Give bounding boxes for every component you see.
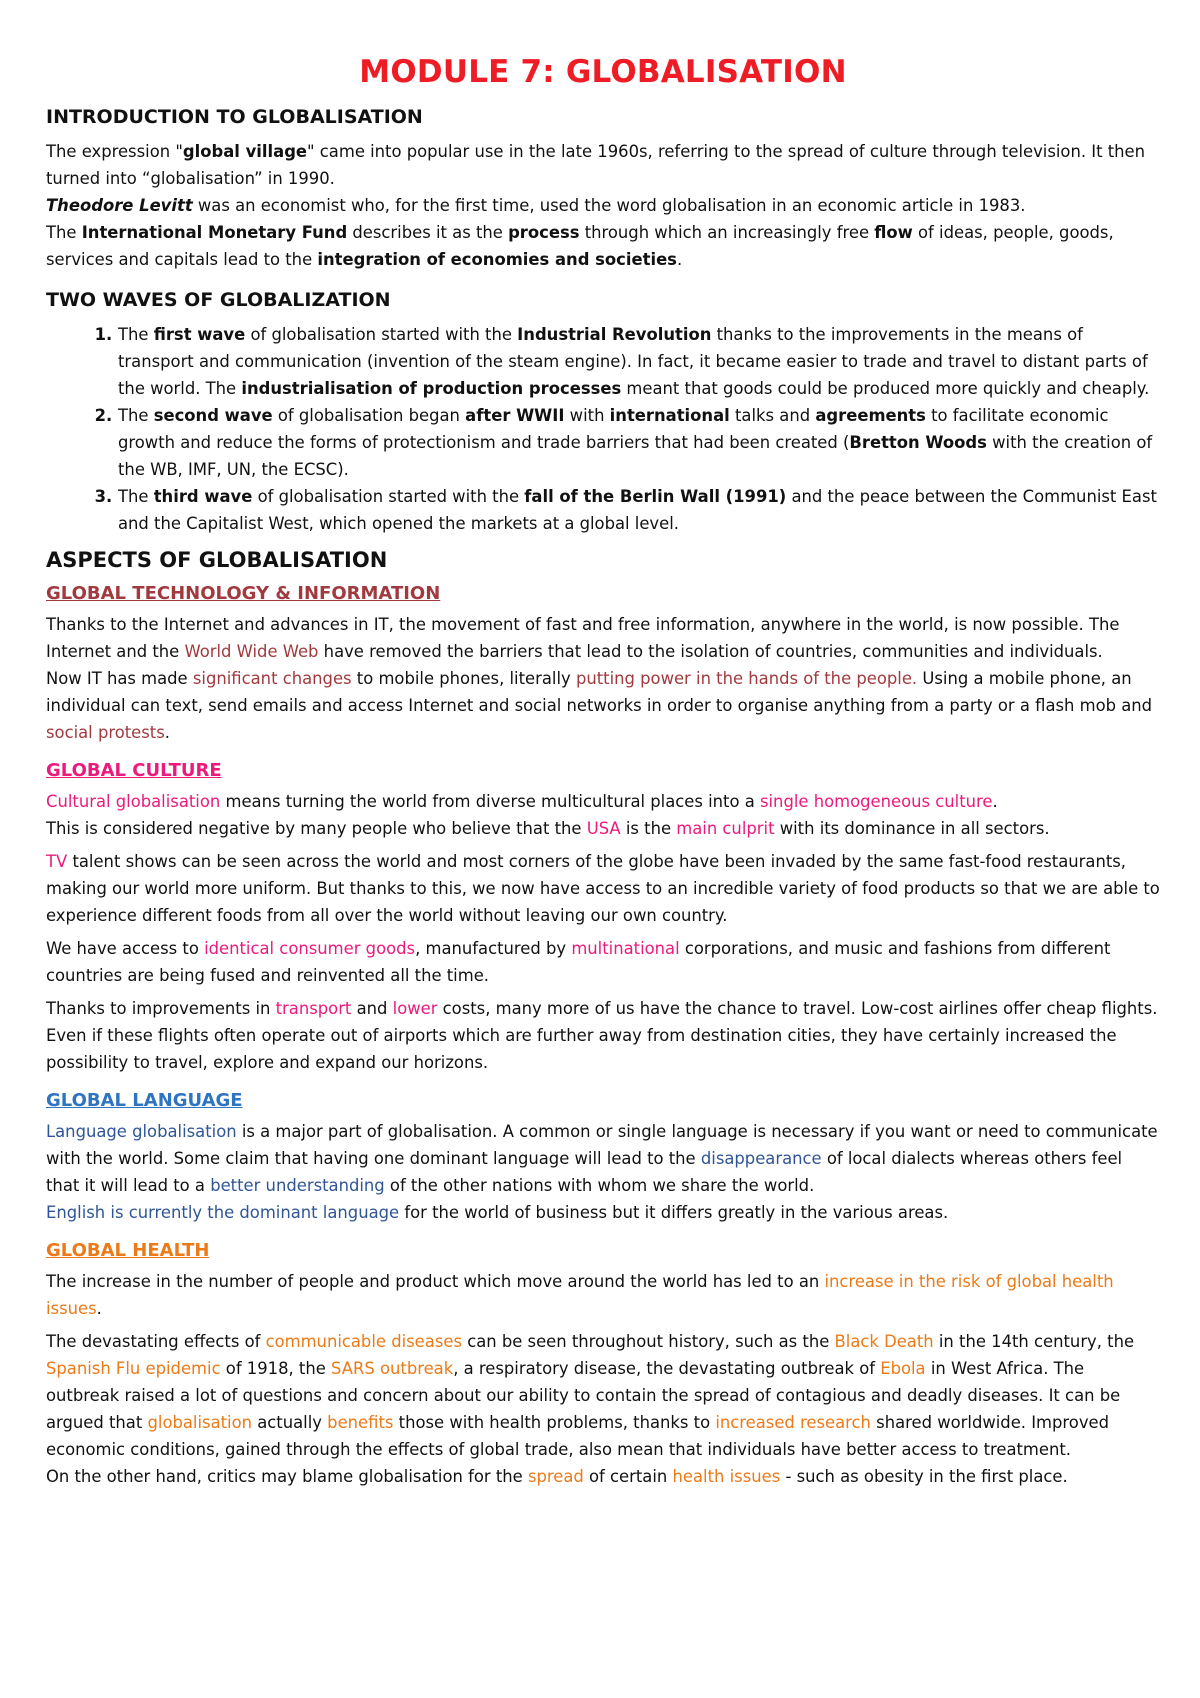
text-run: shared worldwide. Improved economic conditions, gained through the effects of global trade, also mean that individuals have better access to treatment.	[46, 1413, 1110, 1459]
intro-heading: INTRODUCTION TO GLOBALISATION	[46, 106, 423, 128]
text-run: can be seen throughout history, such as the	[461, 1332, 835, 1351]
tech-paragraph-1	[46, 611, 1160, 665]
text-run: Using a mobile phone, an individual can text, send emails and access Internet and social networks in order to organise anything from a party or a flash mob and	[46, 669, 1153, 715]
highlight-text: World Wide Web	[184, 642, 319, 661]
health-heading: GLOBAL HEALTH	[46, 1240, 210, 1261]
text-run: of local dialects whereas others feel that it will lead to a	[46, 1149, 1123, 1195]
text-run: " came into popular use in the late 1960s, referring to the spread of culture through television. It then turned into “globalisation” in 1990.	[46, 142, 1146, 188]
highlight-text: SARS outbreak	[331, 1359, 454, 1378]
aspects-heading: ASPECTS OF GLOBALISATION	[46, 548, 388, 572]
waves-list	[46, 321, 1160, 537]
language-heading: GLOBAL LANGUAGE	[46, 1090, 243, 1111]
text-run: is a major part of globalisation. A common or single language is necessary if you want or need to communicate with the world. Some claim that having one dominant language will lead to the	[46, 1122, 1158, 1168]
text-run: thanks to the improvements in the means of transport and communication (invention of the steam engine). In fact, it became easier to trade and travel to distant parts of the world. The	[118, 325, 1148, 398]
bold-text: first wave	[153, 325, 246, 344]
text-run: of globalisation began	[272, 406, 466, 425]
text-run: corporations, and music and fashions from different countries are being fused and reinvented all the time.	[46, 939, 1111, 985]
text-run: through which an increasingly free	[579, 223, 875, 242]
highlight-text: benefits	[327, 1413, 394, 1432]
text-run: On the other hand, critics may blame globalisation for the	[46, 1467, 528, 1486]
bold-text: agreements	[815, 406, 926, 425]
text-run: Thanks to the Internet and advances in IT, the movement of fast and free information, anywhere in the world, is now possible. The Internet and the	[46, 615, 1120, 661]
bold-text: global village	[182, 142, 308, 161]
bold-text: fall of the Berlin Wall (1991)	[524, 487, 787, 506]
text-run: The	[118, 406, 154, 425]
highlight-text: Ebola	[880, 1359, 926, 1378]
text-run: .	[164, 723, 170, 742]
highlight-text: identical consumer goods	[204, 939, 416, 958]
text-run: meant that goods could be produced more quickly and cheaply.	[621, 379, 1150, 398]
text-run: in West Africa. The outbreak raised a lot of questions and concern about our ability to contain the spread of contagious and deadly diseases. It can be argued that	[46, 1359, 1121, 1432]
bold-text: International Monetary Fund	[81, 223, 348, 242]
text-run: The increase in the number of people and product which move around the world has led to an	[46, 1272, 825, 1291]
bold-text: Industrial Revolution	[517, 325, 712, 344]
bold-text: second wave	[153, 406, 273, 425]
highlight-text: Cultural globalisation	[46, 792, 221, 811]
culture-paragraph-4	[46, 935, 1160, 989]
bold-text: flow	[874, 223, 913, 242]
intro-section	[46, 104, 1160, 273]
bold-text: international	[609, 406, 730, 425]
text-run: with its dominance in all sectors.	[774, 819, 1050, 838]
text-run: to mobile phones, literally	[351, 669, 576, 688]
tech-paragraph-2	[46, 665, 1160, 746]
highlight-text: disappearance	[700, 1149, 822, 1168]
text-run: Thanks to improvements in	[46, 999, 276, 1018]
text-run: of the other nations with whom we share the world.	[384, 1176, 815, 1195]
wave-item-2	[118, 402, 1160, 483]
bold-text: process	[508, 223, 580, 242]
highlight-text: communicable diseases	[265, 1332, 462, 1351]
highlight-text: English is currently the dominant language	[46, 1203, 400, 1222]
highlight-text: main culprit	[676, 819, 775, 838]
text-run: actually	[252, 1413, 328, 1432]
text-run: The	[46, 223, 82, 242]
text-run: The devastating effects of	[46, 1332, 266, 1351]
highlight-text: significant changes	[192, 669, 352, 688]
culture-heading: GLOBAL CULTURE	[46, 760, 222, 781]
culture-paragraph-3	[46, 848, 1160, 929]
highlight-text: social protests	[46, 723, 165, 742]
highlight-text: increase in the risk of global health issues	[46, 1272, 1114, 1318]
text-run: with	[564, 406, 610, 425]
text-run: talks and	[729, 406, 816, 425]
highlight-text: better understanding	[210, 1176, 385, 1195]
highlight-text: transport	[275, 999, 352, 1018]
text-run: with the creation of the WB, IMF, UN, the ECSC).	[118, 433, 1153, 479]
highlight-text: globalisation	[147, 1413, 253, 1432]
text-run: for the world of business but it differs greatly in the various areas.	[399, 1203, 949, 1222]
text-run: of certain	[583, 1467, 673, 1486]
health-paragraph-2	[46, 1328, 1160, 1463]
wave-item-3	[118, 483, 1160, 537]
language-paragraph-2	[46, 1199, 1160, 1226]
text-run: .	[96, 1299, 102, 1318]
text-run: The	[118, 487, 154, 506]
highlight-text: lower	[392, 999, 438, 1018]
bold-text: industrialisation of production processes	[241, 379, 622, 398]
intro-paragraph-3	[46, 219, 1160, 273]
text-run: is the	[620, 819, 677, 838]
page-title: MODULE 7: GLOBALISATION	[359, 54, 847, 90]
text-run: We have access to	[46, 939, 205, 958]
text-run: .	[992, 792, 998, 811]
bold-text: Theodore Levitt	[46, 196, 193, 215]
culture-paragraph-5	[46, 995, 1160, 1076]
highlight-text: spread	[527, 1467, 584, 1486]
text-run: have removed the barriers that lead to the isolation of countries, communities and individuals.	[318, 642, 1103, 661]
highlight-text: single homogeneous culture	[759, 792, 993, 811]
text-run: Now IT has made	[46, 669, 193, 688]
text-run: costs, many more of us have the chance to travel. Low-cost airlines offer cheap flights. Even if these flights often operate out of airports which are further away from destination cities, they have certainly increased the possibility to travel, explore and expand our horizons.	[46, 999, 1158, 1072]
text-run: of ideas, people, goods, services and capitals lead to the	[46, 223, 1114, 269]
highlight-text: putting power in the hands of the people.	[575, 669, 918, 688]
text-run: of globalisation started with the	[245, 325, 518, 344]
bold-text: after WWII	[465, 406, 565, 425]
highlight-text: multinational	[571, 939, 680, 958]
text-run: This is considered negative by many people who believe that the	[46, 819, 587, 838]
text-run: in the 14th century, the	[933, 1332, 1135, 1351]
bold-text: integration of economies and societies	[317, 250, 677, 269]
text-run: .	[676, 250, 683, 269]
highlight-text: TV	[46, 852, 68, 871]
text-run: , a respiratory disease, the devastating outbreak of	[453, 1359, 881, 1378]
highlight-text: Spanish Flu epidemic	[46, 1359, 221, 1378]
highlight-text: health issues	[672, 1467, 781, 1486]
text-run: The	[118, 325, 154, 344]
bold-text: third wave	[153, 487, 253, 506]
text-run: those with health problems, thanks to	[393, 1413, 716, 1432]
aspects-section	[46, 547, 1160, 1490]
intro-paragraph-1	[46, 138, 1160, 192]
text-run: and	[351, 999, 393, 1018]
culture-paragraph-2	[46, 815, 1160, 842]
text-run: to facilitate economic growth and reduce the forms of protectionism and trade barriers that had been created (	[118, 406, 1109, 452]
tech-heading: GLOBAL TECHNOLOGY & INFORMATION	[46, 583, 441, 604]
bold-text: Bretton Woods	[849, 433, 987, 452]
health-paragraph-3	[46, 1463, 1160, 1490]
text-run: was an economist who, for the first time, used the word globalisation in an economic article in 1983.	[192, 196, 1026, 215]
text-run: and the peace between the Communist East and the Capitalist West, which opened the markets at a global level.	[118, 487, 1157, 533]
text-run: describes it as the	[347, 223, 509, 242]
text-run: - such as obesity in the first place.	[780, 1467, 1068, 1486]
culture-paragraph-1	[46, 788, 1160, 815]
text-run: talent shows can be seen across the world and most corners of the globe have been invaded by the same fast-food restaurants, making our world more uniform. But thanks to this, we now have access to an incredible variety of food products so that we are able to experience different foods from all over the world without leaving our own country.	[46, 852, 1160, 925]
waves-heading: TWO WAVES OF GLOBALIZATION	[46, 289, 391, 311]
language-paragraph-1	[46, 1118, 1160, 1199]
highlight-text: Black Death	[834, 1332, 934, 1351]
intro-paragraph-2	[46, 192, 1160, 219]
highlight-text: Language globalisation	[46, 1122, 237, 1141]
waves-section	[46, 287, 1160, 537]
text-run: of globalisation started with the	[252, 487, 525, 506]
text-run: means turning the world from diverse multicultural places into a	[220, 792, 760, 811]
highlight-text: increased research	[715, 1413, 871, 1432]
text-run: , manufactured by	[415, 939, 572, 958]
health-paragraph-1	[46, 1268, 1160, 1322]
highlight-text: USA	[586, 819, 621, 838]
wave-item-1	[118, 321, 1160, 402]
text-run: of 1918, the	[220, 1359, 332, 1378]
text-run: The expression "	[46, 142, 183, 161]
